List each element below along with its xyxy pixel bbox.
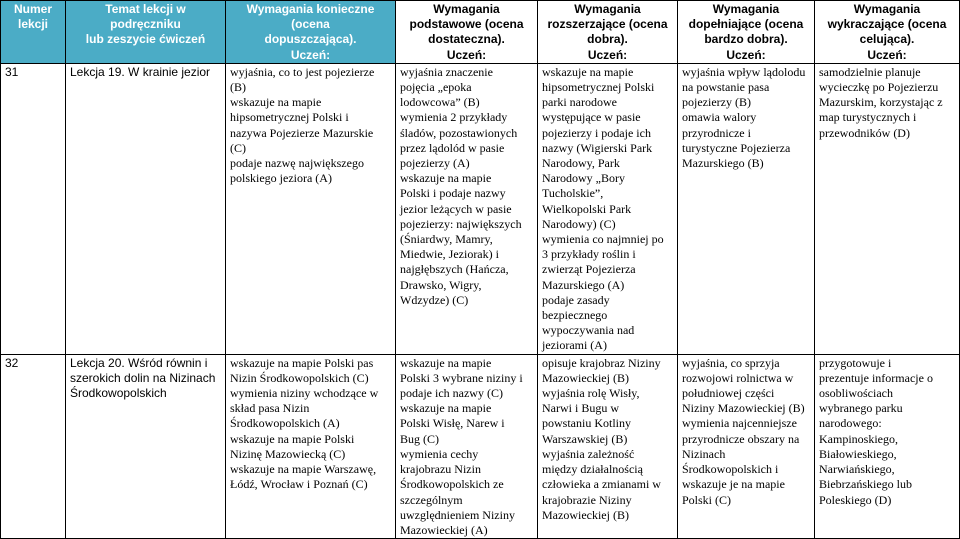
topic-line: Środkowopolskich [70,386,167,401]
text-line: wybranego parku [819,401,903,416]
text-line: Środkowopolskich i [682,462,779,477]
text-line: Polski i podaje nazwy [400,186,506,201]
header-line: Uczeń: [290,47,331,62]
basic-cell [396,63,538,354]
text-line: pojezierzy i podaje ich [542,125,651,140]
required-cell [226,63,396,354]
text-line: Niziny Mazowieckiej (B) [682,401,805,416]
text-line: występujące w pasie [542,110,641,125]
header-line: Temat lekcji w podręczniku [105,2,186,32]
text-line: wskazuje na mapie Warszawę, [230,462,377,477]
text-line: wskazuje na mapie [230,95,322,110]
text-line: Biebrzańskiego lub [819,477,912,492]
text-line: Kampinoskiego, [819,431,898,446]
lesson-topic [66,354,226,538]
text-line: Nizinę Mazowiecką (C) [230,446,346,461]
text-line: wymienia niziny wchodzące w [230,386,379,401]
text-line: wyjaśnia, co to jest pojezierze [230,64,375,79]
text-line: (Śniardwy, Mamry, [400,232,493,247]
text-line: pojęcia „epoka [400,80,472,95]
text-line: wskazuje na mapie Polski pas [230,355,374,370]
table-row [1,63,960,354]
topic-line: szerokich dolin na Nizinach [70,370,216,385]
text-line: skład pasa Nizin [230,401,310,416]
text-line: podaje ich nazwy (C) [400,386,503,401]
text-line: Mazurskiego (B) [682,156,764,171]
table-row [1,354,960,538]
topic-line: Lekcja 20. Wśród równin i [70,355,208,370]
text-line: wypoczywania nad [542,323,635,338]
text-line: narodowego: [819,416,882,431]
text-line: prezentuje informacje o [819,370,933,385]
text-line: Narwiańskiego, [819,462,895,477]
basic-cell [396,354,538,538]
required-cell [226,354,396,538]
text-line: wskazuje na mapie [400,355,492,370]
header-line: dostateczna). [428,32,505,47]
header-line: Uczeń: [726,47,766,62]
text-line: Nizin Środkowopolskich (C) [230,370,369,385]
header-advanced [815,1,960,64]
text-line: Narodowy, Park [542,156,620,171]
header-line: podstawowe (ocena [409,17,524,32]
text-line: hipsometrycznej Polski [542,80,655,95]
text-line: przewodników (D) [819,125,910,140]
lesson-number: 32 [1,354,66,538]
header-line: Wymagania [574,2,641,16]
header-line: Wymagania konieczne (ocena [246,2,375,32]
text-line: człowieka a zmianami w [542,477,661,492]
topic-line: Lekcja 19. W krainie jezior [70,64,211,79]
text-line: krajobrazu Nizin [400,462,481,477]
header-line: Uczeń: [867,47,907,62]
text-line: wymienia 2 przykłady [400,110,508,125]
text-line: Mazurskim, korzystając z [819,95,943,110]
text-line: Środkowopolskich (A) [230,416,340,431]
text-line: pojezierzy (A) [400,156,470,171]
text-line: wymienia co najmniej po [542,232,664,247]
text-line: Nizinach [682,446,726,461]
text-line: rozwojowi rolnictwa w [682,370,794,385]
text-line: wymienia cechy [400,446,479,461]
text-line: zwierząt Pojezierza [542,262,636,277]
text-line: najgłębszych (Hańcza, [400,262,509,277]
header-line: Uczeń: [587,47,628,62]
text-line: wyjaśnia wpływ lądolodu [682,64,806,79]
text-line: wyjaśnia, co sprzyja [682,355,780,370]
text-line: Drawsko, Wigry, [400,277,482,292]
text-line: Tucholskie”, [542,186,604,201]
header-line: celująca). [859,32,915,47]
text-line: Bug (C) [400,431,439,446]
text-line: 3 przykłady roślin i [542,247,636,262]
text-line: wyjaśnia rolę Wisły, [542,386,640,401]
header-line: Wymagania [433,2,500,16]
text-line: wyjaśnia znaczenie [400,64,493,79]
header-basic [396,1,538,64]
text-line: Wielkopolski Park [542,201,632,216]
text-line: Warszawskiej (B) [542,431,628,446]
text-line: Polski Wisłę, Narew i [400,416,505,431]
text-line: wskazuje je na mapie [682,477,785,492]
header-line: dopuszczająca). [264,32,357,47]
text-line: opisuje krajobraz Niziny [542,355,661,370]
text-line: Poleskiego (D) [819,492,892,507]
text-line: osobliwościach [819,386,893,401]
text-line: krajobrazie Niziny [542,492,632,507]
text-line: (B) [230,80,246,95]
text-line: przyrodnicze obszary na [682,431,800,446]
text-line: lodowcowa” (B) [400,95,480,110]
header-line: Wymagania [712,2,780,16]
header-line: wykraczające (ocena [827,17,947,32]
text-line: omawia walory [682,110,757,125]
text-line: Mazurskiego (A) [542,277,625,292]
header-extended [538,1,678,64]
text-line: uwzględnieniem Niziny [400,507,515,522]
text-line: nazwy (Wigierski Park [542,140,653,155]
text-line: pojezierzy: największych [400,216,522,231]
text-line: Narodowy) (C) [542,216,616,231]
header-required [226,1,396,64]
advanced-cell [815,354,960,538]
header-line: Wymagania [853,2,921,16]
text-line: Polski 3 wybrane niziny i [400,370,523,385]
text-line: Wdzydze) (C) [400,292,469,307]
text-line: jezior leżących w pasie [400,201,512,216]
extended-cell [538,354,678,538]
text-line: wyjaśnia zależność [542,446,635,461]
text-line: wymienia najcenniejsze [682,416,797,431]
text-line: Mazowieckiej (B) [542,507,629,522]
text-line: bezpiecznego [542,308,608,323]
text-line: wskazuje na mapie Polski [230,431,355,446]
text-line: śladów, pozostawionych [400,125,518,140]
text-line: polskiego jeziora (A) [230,171,332,186]
header-lesson-topic [66,1,226,64]
text-line: (C) [230,140,246,155]
text-line: wskazuje na mapie [400,401,492,416]
lesson-number: 31 [1,63,66,354]
header-line: lub zeszycie ćwiczeń [85,32,206,47]
header-line: dopełniające (ocena [688,17,804,32]
extended-cell [538,63,678,354]
text-line: Białowieskiego, [819,446,897,461]
header-complementary [678,1,815,64]
text-line: Narwi i Bugu w [542,401,619,416]
advanced-cell [815,63,960,354]
text-line: parki narodowe [542,95,617,110]
text-line: powstaniu Kotliny [542,416,631,431]
text-line: Łódź, Wrocław i Poznań (C) [230,477,368,492]
text-line: przez lądolód w pasie [400,140,505,155]
text-line: podaje zasady [542,292,610,307]
header-line: Numer [13,2,52,16]
text-line: przyrodnicze i [682,125,751,140]
text-line: Mazowieckiej (B) [542,370,629,385]
header-line: lekcji [17,17,49,32]
text-line: Miedwie, Jeziorak) i [400,247,499,262]
header-line: rozszerzające (ocena [547,17,668,32]
header-line: bardzo dobra). [704,32,788,47]
text-line: Mazowieckiej (A) [400,522,488,537]
text-line: przygotowuje i [819,355,892,370]
text-line: wycieczkę po Pojezierzu [819,80,939,95]
text-line: samodzielnie planuje [819,64,921,79]
text-line: szczególnym [400,492,463,507]
text-line: Środkowopolskich ze [400,477,504,492]
header-row [1,1,960,64]
text-line: turystyczne Pojezierza [682,140,791,155]
text-line: podaje nazwę największego [230,156,364,171]
header-line: dobra). [587,32,628,47]
text-line: nazywa Pojezierze Mazurskie [230,125,374,140]
header-line: Uczeń: [446,47,487,62]
text-line: jeziorami (A) [542,338,607,353]
text-line: wskazuje na mapie [400,171,492,186]
text-line: wskazuje na mapie [542,64,634,79]
lesson-topic [66,63,226,354]
text-line: Narodowy „Bory [542,171,625,186]
header-lesson-number [1,1,66,64]
text-line: między działalnością [542,462,643,477]
text-line: hipsometrycznej Polski i [230,110,349,125]
text-line: pojezierzy (B) [682,95,751,110]
text-line: na powstanie pasa [682,80,770,95]
text-line: Polski (C) [682,492,732,507]
complementary-cell [678,63,815,354]
text-line: południowej części [682,386,775,401]
complementary-cell [678,354,815,538]
text-line: map turystycznych i [819,110,917,125]
